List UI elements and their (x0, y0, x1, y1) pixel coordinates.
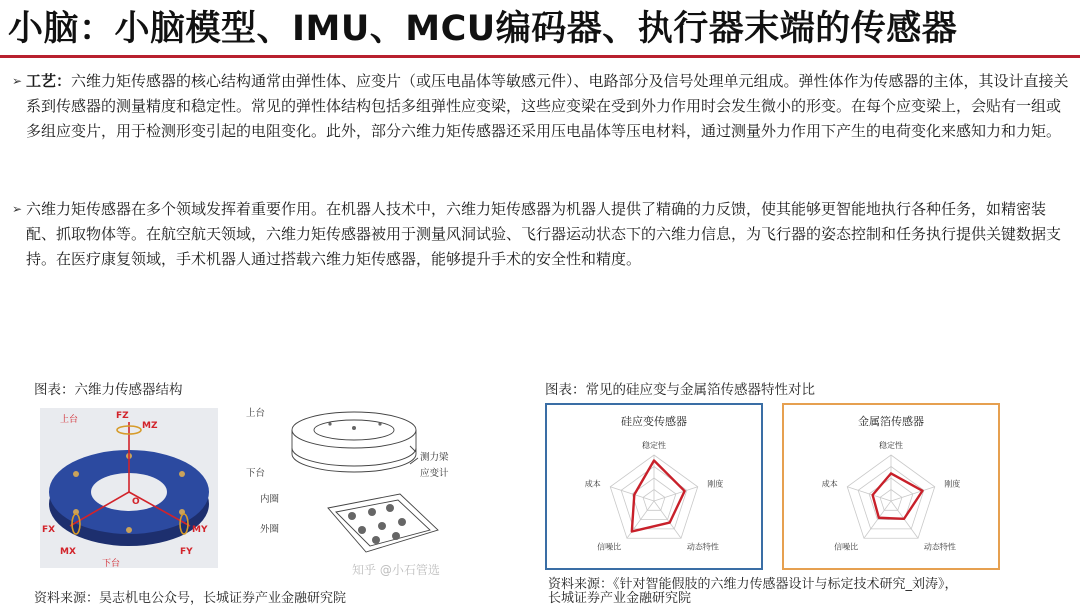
bullet-craft (12, 69, 1070, 143)
sensor-structure-sketch (232, 402, 460, 582)
title-underline (0, 55, 1080, 58)
radar-title-silicon: 硅应变传感器 (621, 415, 687, 428)
figure-right-source-line2: 长城证券产业金融研究院 (548, 591, 692, 606)
radar-chart-silicon (547, 429, 761, 569)
radar-axis-label: 刚度 (707, 479, 724, 489)
radar-axis-label: 动态特性 (923, 542, 956, 552)
figure-right-source-line1: 资料来源：《针对智能假肢的六维力传感器设计与标定技术研究_刘涛》， (548, 577, 958, 592)
six-axis-sensor-photo (40, 408, 218, 568)
label-origin: O (132, 497, 140, 507)
radar-panel-metal-foil (782, 403, 1000, 570)
figure-left-caption: 图表：六维力传感器结构 (34, 382, 183, 398)
radar-axis-label: 稳定性 (879, 441, 903, 450)
sketch-label-gauge: 应变计 (420, 468, 449, 479)
label-fz: FZ (116, 411, 129, 421)
radar-axis-label: 稳定性 (642, 441, 666, 450)
bullet-craft-text (26, 69, 1070, 143)
label-fx: FX (42, 525, 56, 535)
sketch-label-top: 上台 (246, 408, 266, 419)
sketch-label-outer: 外圈 (260, 524, 280, 535)
radar-axis-label: 成本 (821, 479, 838, 489)
radar-title-metal-foil: 金属箔传感器 (858, 415, 924, 428)
bullet-applications (12, 197, 1070, 271)
page-title: 小脑：小脑模型、IMU、MCU编码器、执行器末端的传感器 (8, 9, 958, 49)
sketch-label-bottom: 下台 (246, 468, 266, 479)
label-my: MY (192, 525, 208, 535)
arrow-bullet-icon: ➢ (12, 74, 23, 88)
label-top-platform: 上台 (60, 415, 79, 425)
radar-axis-label: 信噪比 (834, 542, 859, 552)
radar-axis-label: 动态特性 (686, 542, 719, 552)
figure-left-source: 资料来源：昊志机电公众号，长城证券产业金融研究院 (34, 591, 347, 606)
radar-series-polygon (873, 473, 923, 518)
bullet-body: 六维力矩传感器在多个领域发挥着重要作用。在机器人技术中，六维力矩传感器为机器人提供了精确的力反馈，使其能够更智能地执行各种任务，如精密装配、抓取物体等。在航空航天领域，六维力矩传感器被用于测量风洞试验、飞行器运动状态下的六维力信息，为飞行器的姿态控制和任务执行提供关键数据支持。在医疗康复领域，手术机器人通过搭载六维力矩传感器，能够提升手术的安全性和精度。 (26, 200, 1062, 268)
sketch-label-inner: 内圈 (260, 494, 280, 505)
radar-panel-silicon (545, 403, 763, 570)
label-fy: FY (180, 547, 193, 557)
radar-axis-label: 刚度 (944, 479, 961, 489)
bullet-lead: 工艺： (26, 72, 72, 90)
label-mz: MZ (142, 421, 158, 431)
bullet-body: 六维力矩传感器的核心结构通常由弹性体、应变片（或压电晶体等敏感元件）、电路部分及信号处理单元组成。弹性体作为传感器的主体，其设计直接关系到传感器的测量精度和稳定性。常见的弹性体结构包括多组弹性应变梁，这些应变梁在受到外力作用时会发生微小的形变。在每个应变梁上，会贴有一组或多组应变片，用于检测形变引起的电阻变化。此外，部分六维力矩传感器还采用压电晶体等压电材料，通过测量外力作用下产生的电荷变化来感知力和力矩。 (26, 72, 1069, 140)
radar-axis-label: 信噪比 (597, 542, 622, 552)
label-mx: MX (60, 547, 76, 557)
radar-axis-label: 成本 (584, 479, 601, 489)
figure-right-caption: 图表：常见的硅应变与金属箔传感器特性对比 (545, 382, 815, 398)
watermark: 知乎 @小石管选 (352, 563, 440, 577)
label-bottom-platform: 下台 (102, 559, 121, 568)
radar-chart-metal-foil (784, 429, 998, 569)
arrow-bullet-icon: ➢ (12, 202, 23, 216)
sketch-label-beam: 测力梁 (420, 452, 449, 463)
